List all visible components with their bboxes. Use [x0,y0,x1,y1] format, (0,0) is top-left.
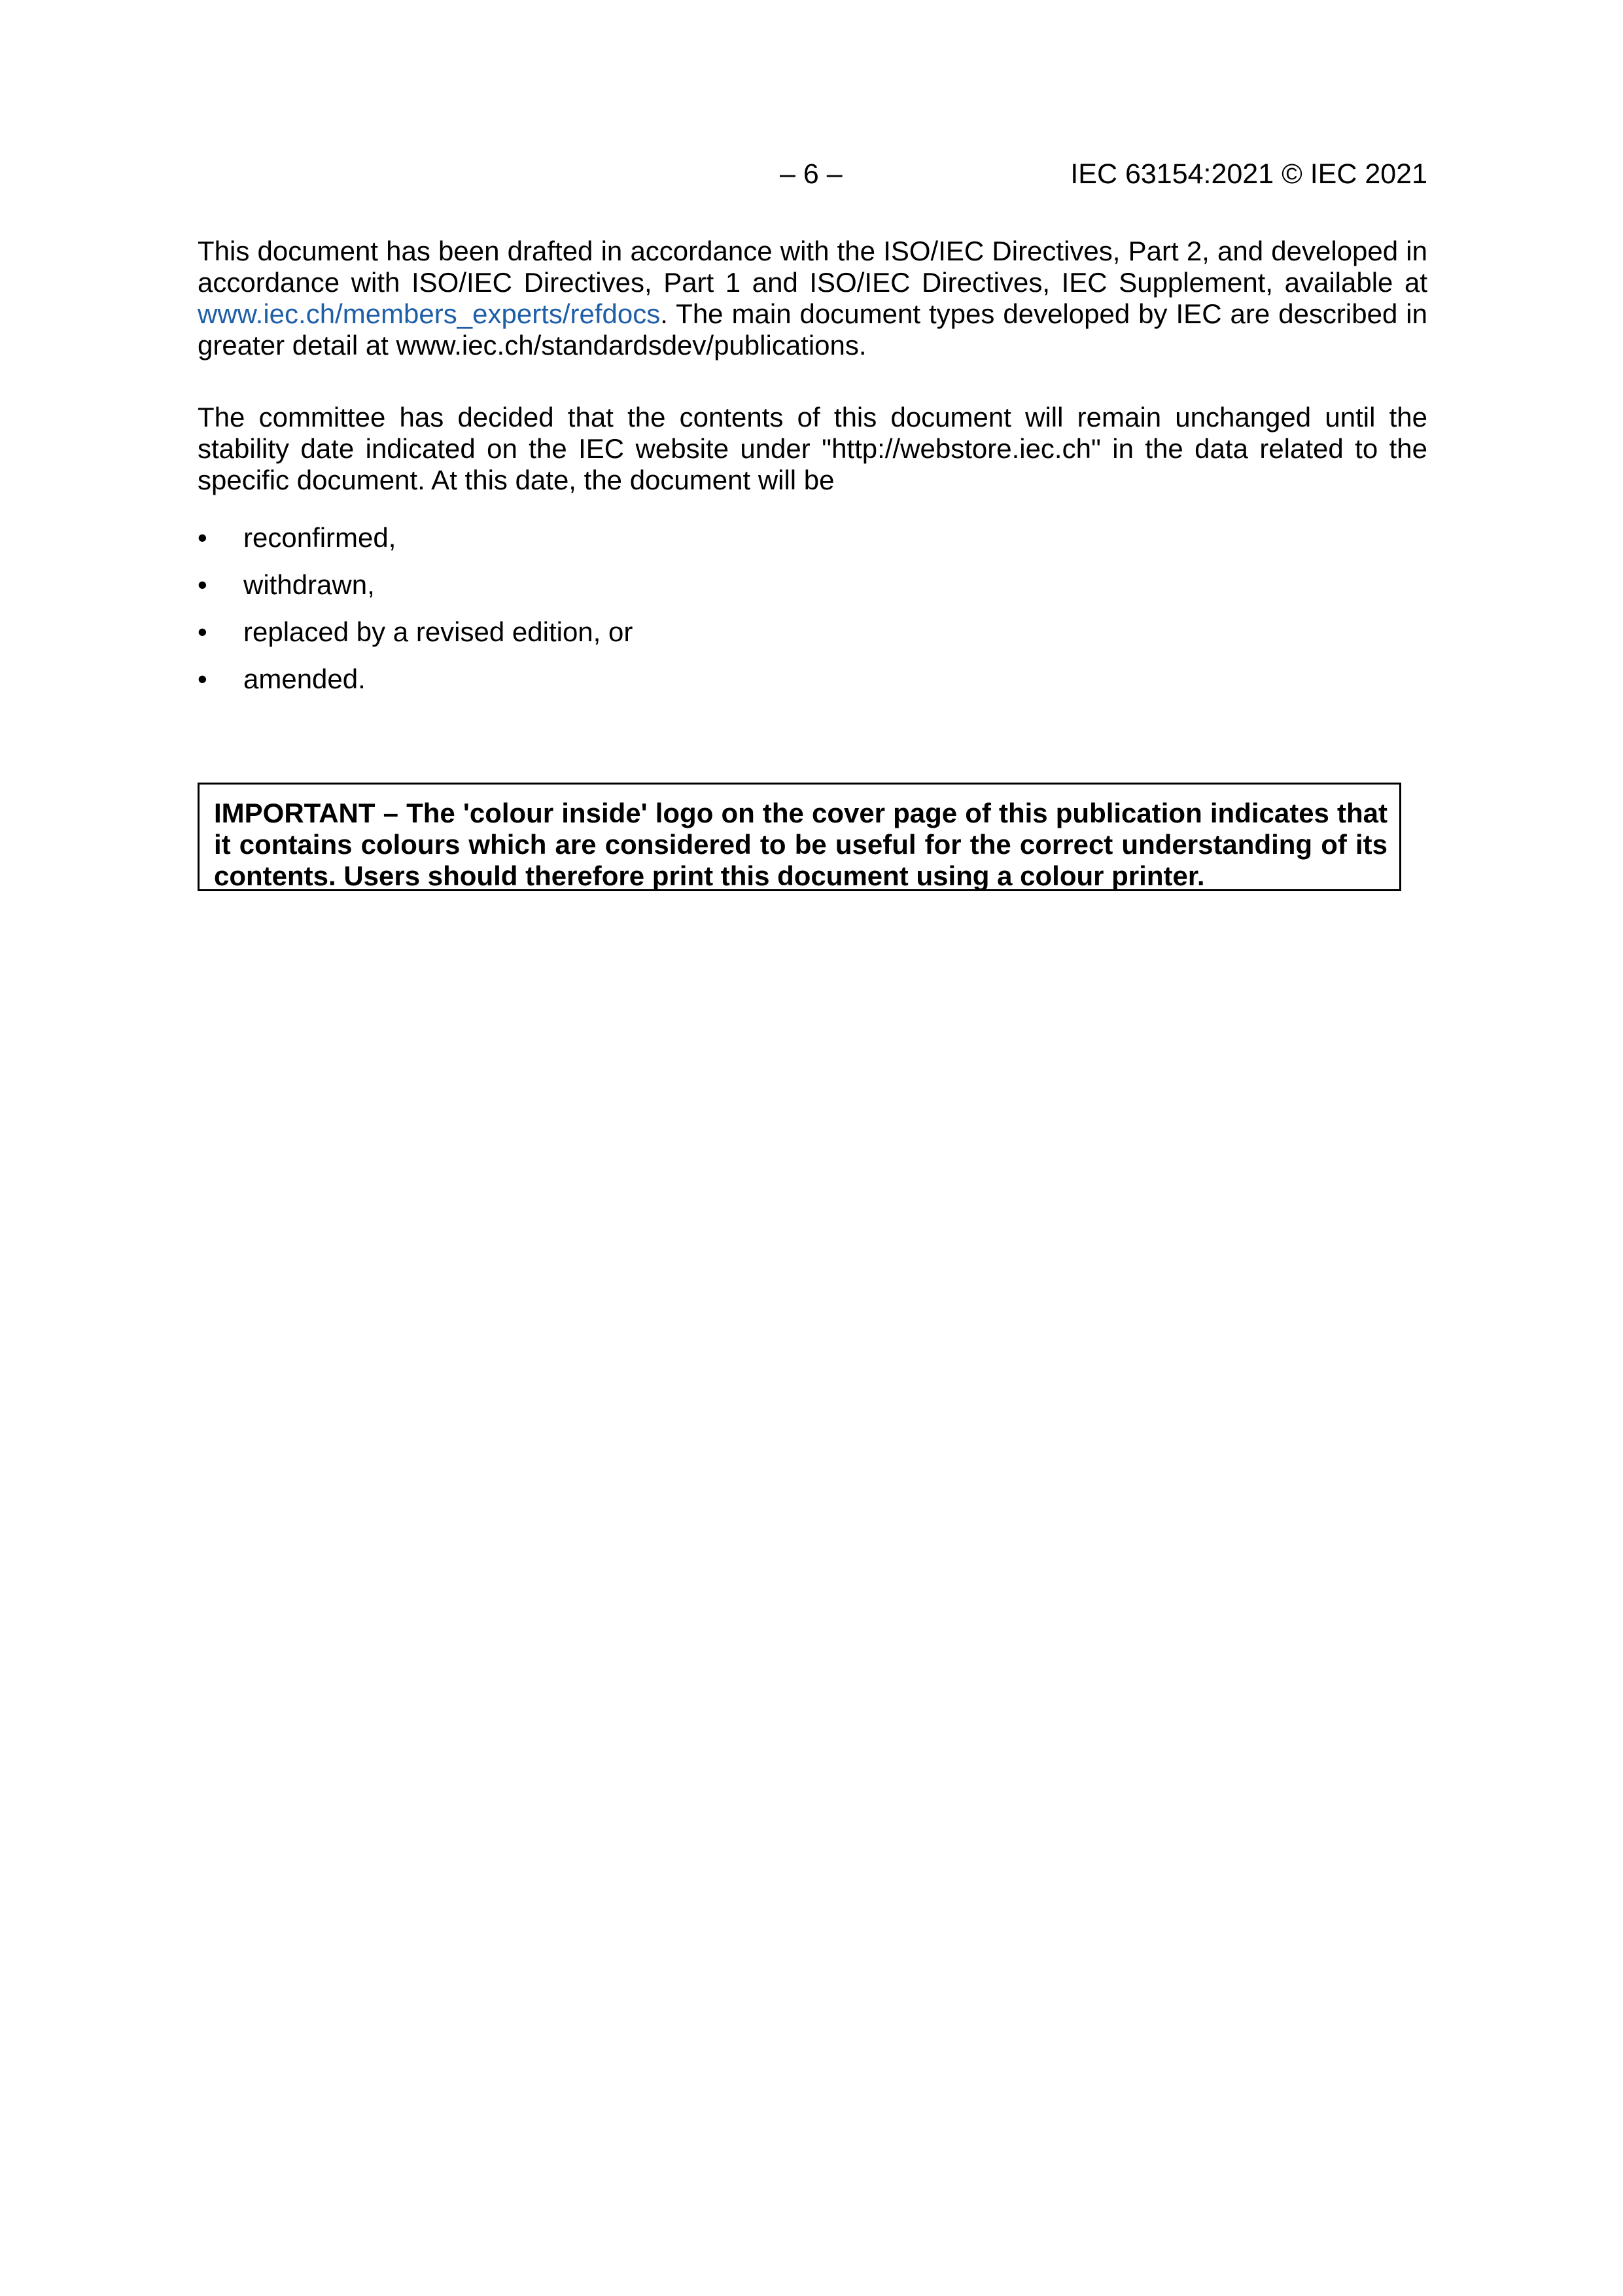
list-item-text: amended. [243,663,366,694]
drafting-paragraph [198,236,1427,361]
bullet-marker: • [198,663,207,694]
refdocs-link[interactable]: www.iec.ch/members_experts/refdocs [198,298,661,329]
bullet-marker: • [198,522,207,553]
stability-paragraph: The committee has decided that the contents of this document will remain unchanged until the stability date indicated on the IEC website under "http://webstore.iec.ch" in the data related to the specific document. At this date, the document will be [198,402,1427,495]
page-number: – 6 – [780,158,843,190]
list-item [198,569,1427,616]
colour-notice-text: IMPORTANT – The 'colour inside' logo on the cover page of this publication indicates that it contains colours which are considered to be useful for the correct understanding of its contents. Users should therefore print this document using a colour printer. [214,798,1387,891]
document-reference: IEC 63154:2021 © IEC 2021 [1070,158,1427,190]
drafting-text-end: . The main document types developed by IEC are described in greater detail at www.iec.ch/standardsdev/publications. [198,298,1427,361]
list-item [198,522,1427,569]
list-item-text: reconfirmed, [243,522,396,553]
page-header [198,158,1427,198]
colour-notice-box [198,783,1401,891]
list-item-text: withdrawn, [243,569,375,600]
list-item-text: replaced by a revised edition, or [243,616,633,647]
bullet-marker: • [198,569,207,600]
bullet-marker: • [198,616,207,647]
outcome-list [198,522,1427,711]
list-item [198,663,1427,711]
list-item [198,616,1427,663]
drafting-text-start: This document has been drafted in accordance with the ISO/IEC Directives, Part 2, and developed in accordance with ISO/IEC Directives, Part 1 and ISO/IEC Directives, IEC Supplement, available at [198,236,1427,298]
